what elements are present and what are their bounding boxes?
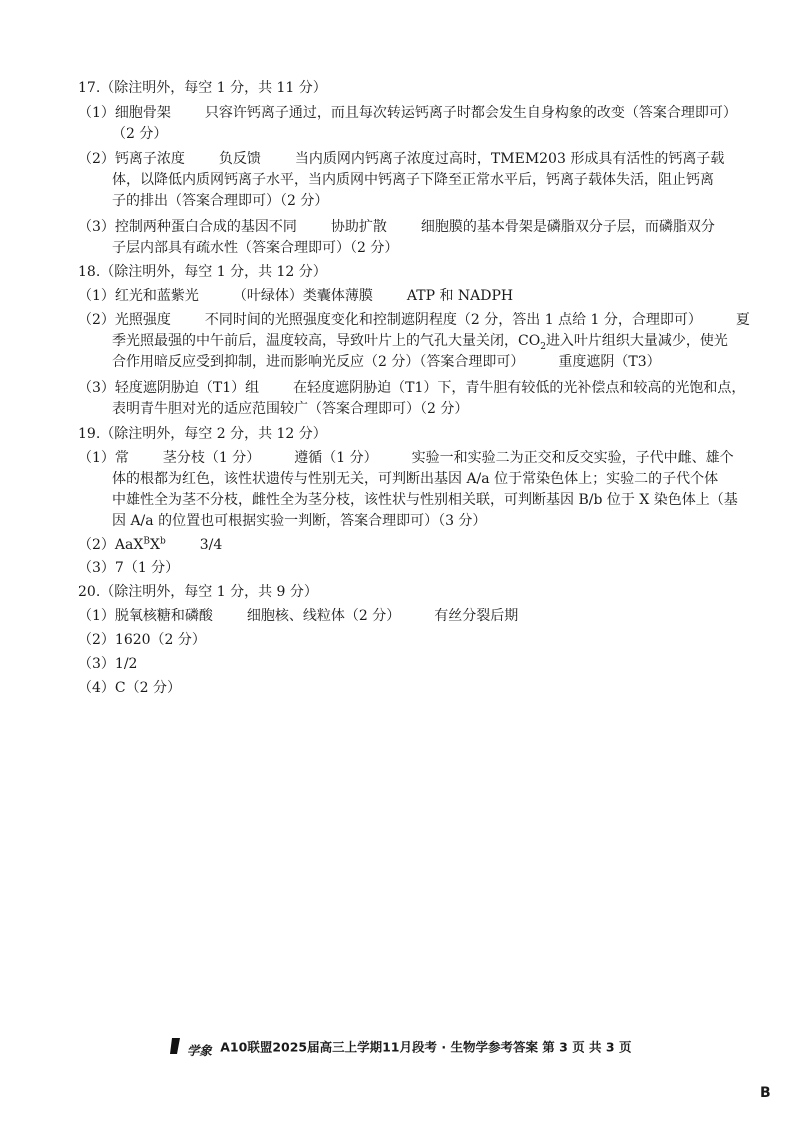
q18-answer-2-line2: 季光照最强的中午前后，温度较高，导致叶片上的气孔大量关闭，$CO_2$进入叶片组织大量减少，使光 [112, 333, 728, 352]
q20-answer-1: （1）脱氧核糖和磷酸 细胞核、线粒体（2 分） 有丝分裂后期 [78, 608, 519, 624]
q17-answer-3-line2: 子层内部具有疏水性（答案合理即可）（2 分） [112, 240, 399, 256]
q18-answer-2-line3: 合作用暗反应受到抑制，进而影响光反应（2 分）（答案合理即可） 重度遮阴（T3） [112, 354, 661, 370]
q20-answer-3: （3）1/2 [78, 656, 138, 672]
q17-answer-3: （3）控制两种蛋白合成的基因不同 协助扩散 细胞膜的基本骨架是磷脂双分子层，而磷脂双分 [78, 219, 715, 235]
publisher-logo: 学象 [169, 1037, 212, 1059]
q17-answer-1: （1）细胞骨架 只容许钙离子通过，而且每次转运钙离子时都会发生自身构象的改变（答案合理即可） [78, 105, 737, 121]
footer-text: A10联盟2025届高三上学期11月段考 · 生物学参考答案 第 3 页 共 3 页 [220, 1039, 632, 1055]
q20-answer-4: （4）C（2 分） [78, 680, 181, 696]
q19-answer-1: （1）常 茎分枝（1 分） 遵循（1 分） 实验一和实验二为正交和反交实验，子代中雌、雄个 [78, 450, 734, 466]
q20-header: 20.（除注明外，每空 1 分，共 9 分） [78, 584, 318, 600]
q18-answer-1: （1）红光和蓝紫光 （叶绿体）类囊体薄膜 ATP 和 NADPH [78, 288, 514, 304]
q17-header: 17.（除注明外，每空 1 分，共 11 分） [78, 80, 327, 96]
q19-answer-1-line2: 体的根都为红色，该性状遗传与性别无关，可判断出基因 A/a 位于常染色体上；实验二的子代个体 [112, 471, 719, 487]
corner-mark: B [760, 1085, 771, 1101]
page-footer [0, 1037, 800, 1059]
q18-answer-2: （2）光照强度 不同时间的光照强度变化和控制遮阴程度（2 分，答出 1 点给 1 分，合理即可） 夏 [78, 312, 750, 328]
q19-answer-1-line3: 中雄性全为茎不分枝，雌性全为茎分枝，该性状与性别相关联，可判断基因 B/b 位于 X 染色体上（基 [112, 492, 738, 508]
q19-header: 19.（除注明外，每空 2 分，共 12 分） [78, 426, 327, 442]
q17-answer-2-line2: 体，以降低内质网钙离子水平，当内质网中钙离子下降至正常水平后，钙离子载体失活，阻止钙离 [112, 172, 714, 188]
q18-answer-3: （3）轻度遮阴胁迫（T1）组 在轻度遮阴胁迫（T1）下，青牛胆有较低的光补偿点和较高的光饱和点， [78, 380, 746, 396]
q17-answer-2-line3: 子的排出（答案合理即可）（2 分） [112, 193, 329, 209]
q18-answer-3-line2: 表明青牛胆对光的适应范围较广（答案合理即可）（2 分） [112, 401, 469, 417]
q19-answer-2: $(2)AaX^BX^b$ 3/4 [78, 536, 223, 553]
q19-answer-3: （3）7（1 分） [78, 560, 180, 576]
q19-answer-1-line4: 因 A/a 的位置也可根据实验一判断，答案合理即可）（3 分） [112, 513, 487, 529]
q18-header: 18.（除注明外，每空 1 分，共 12 分） [78, 264, 327, 280]
logo-mark-icon [169, 1037, 183, 1055]
q20-answer-2: （2）1620（2 分） [78, 632, 206, 648]
q17-answer-2: （2）钙离子浓度 负反馈 当内质网内钙离子浓度过高时，TMEM203 形成具有活性的钙离子载 [78, 151, 725, 167]
q17-answer-1-score: （2 分） [112, 126, 168, 142]
